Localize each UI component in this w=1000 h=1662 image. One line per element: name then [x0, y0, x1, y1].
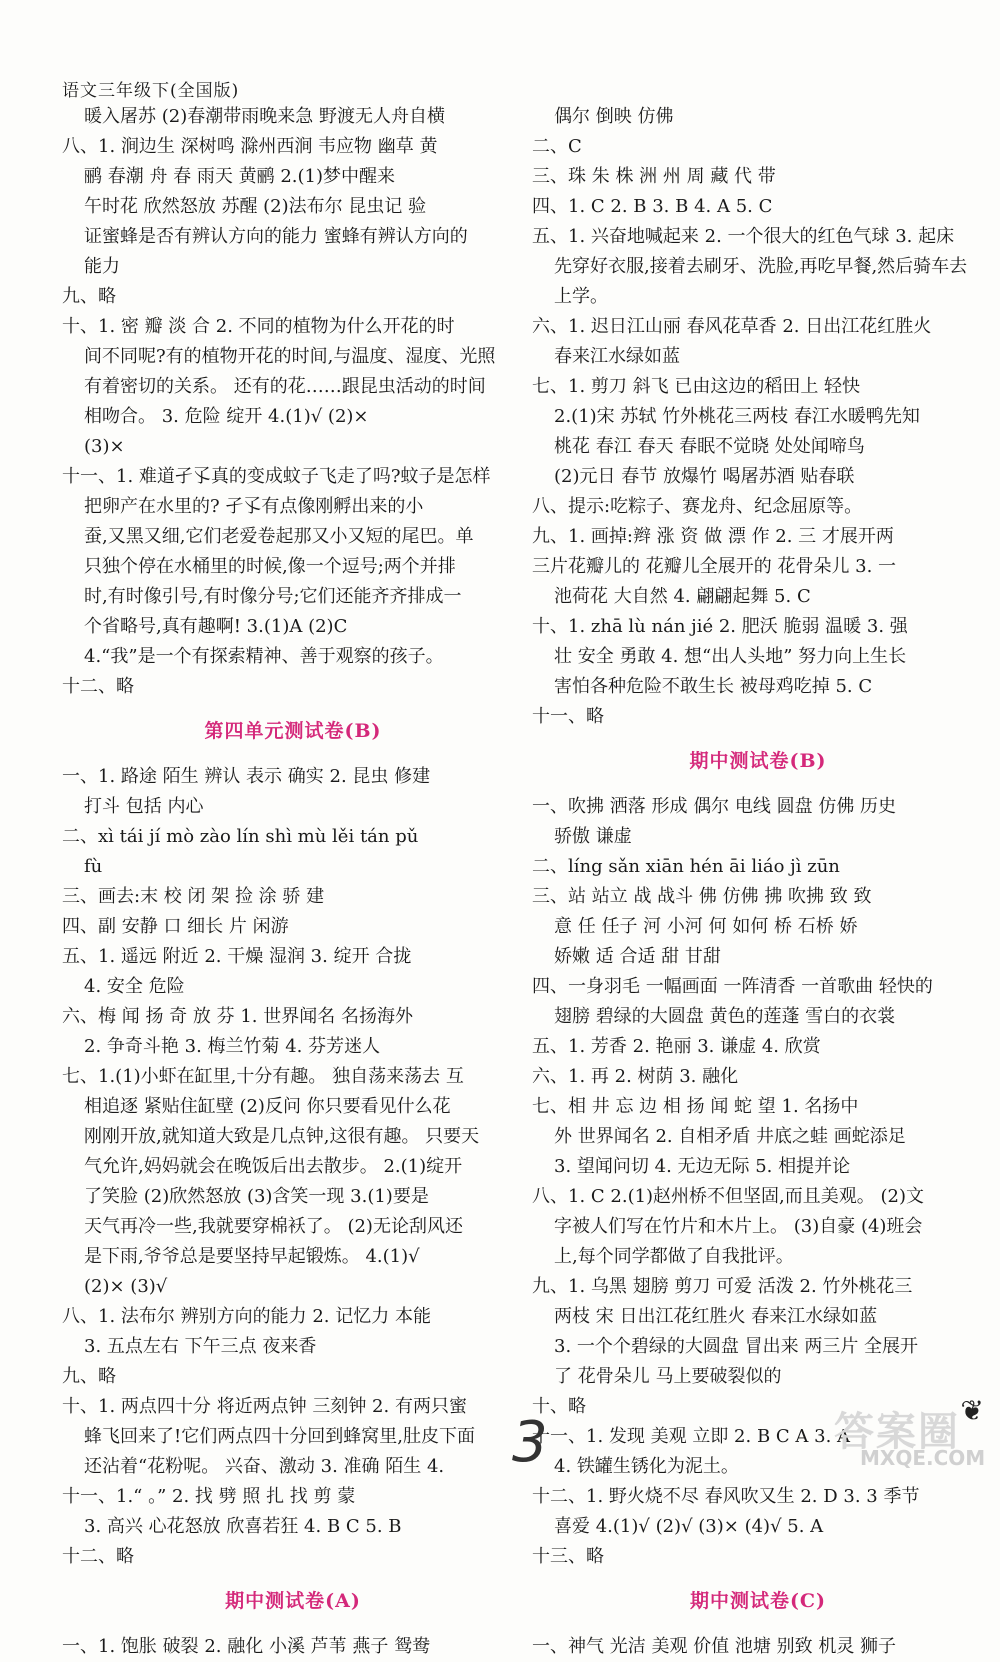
answer-line: 上,每个同学都做了自我批评。: [554, 1246, 794, 1267]
answer-line: 三片花瓣儿的 花瓣儿全展开的 花骨朵儿 3. 一: [532, 556, 897, 577]
answer-line: 八、提示:吃粽子、赛龙舟、纪念屈原等。: [532, 496, 863, 517]
section-title-midterm-b: 期中测试卷(B): [689, 750, 827, 772]
answer-line: 午时花 欣然怒放 苏醒 (2)法布尔 昆虫记 验: [84, 196, 427, 217]
left-block-1: [62, 102, 524, 702]
answer-line: 娇嫩 适 合适 甜 甘甜: [554, 946, 721, 967]
answer-line: 十一、1. 难道孑孓真的变成蚊子飞走了吗?蚊子是怎样: [62, 466, 491, 487]
answer-line: 4.“我”是一个有探索精神、善于观察的孩子。: [84, 646, 444, 667]
answer-line: 间不同呢?有的植物开花的时间,与温度、湿度、光照: [84, 346, 496, 367]
answer-line: 池荷花 大自然 4. 翩翩起舞 5. C: [554, 586, 811, 607]
answer-line: 打斗 包括 内心: [84, 796, 204, 817]
answer-line: 外 世界闻名 2. 自相矛盾 井底之蛙 画蛇添足: [554, 1126, 906, 1147]
answer-line: 能力: [84, 256, 120, 277]
answer-line: 气允许,妈妈就会在晚饭后出去散步。 2.(1)绽开: [84, 1156, 463, 1177]
answer-line: 十三、略: [532, 1546, 604, 1567]
answer-line: 八、1. C 2.(1)赵州桥不但坚固,而且美观。 (2)文: [532, 1186, 924, 1207]
answer-line: 三、站 站立 战 战斗 佛 仿佛 拂 吹拂 致 致: [532, 886, 872, 907]
answer-line: 刚刚开放,就知道大致是几点钟,这很有趣。 只要天: [84, 1126, 480, 1147]
answer-line: 三、珠 朱 株 洲 州 周 藏 代 带: [532, 166, 776, 187]
answer-line: 两枝 宋 日出江花红胜火 春来江水绿如蓝: [554, 1306, 878, 1327]
answer-line: 十二、略: [62, 1546, 134, 1567]
answer-line: 四、1. C 2. B 3. B 4. A 5. C: [532, 196, 773, 217]
answer-line: 二、C: [532, 136, 582, 157]
answer-line: 壮 安全 勇敢 4. 想“出人头地” 努力向上生长: [554, 646, 907, 667]
answer-line: 证蜜蜂是否有辨认方向的能力 蜜蜂有辨认方向的: [84, 226, 468, 247]
answer-line: 六、梅 闻 扬 奇 放 芬 1. 世界闻名 名扬海外: [62, 1006, 413, 1027]
answer-line: (2)元日 春节 放爆竹 喝屠苏酒 贴春联: [554, 466, 855, 487]
answer-line: 九、1. 乌黑 翅膀 剪刀 可爱 活泼 2. 竹外桃花三: [532, 1276, 913, 1297]
answer-line: 骄傲 谦虚: [554, 826, 632, 847]
answer-line: 五、1. 遥远 附近 2. 干燥 湿润 3. 绽开 合拢: [62, 946, 412, 967]
answer-line: 六、1. 再 2. 树荫 3. 融化: [532, 1066, 739, 1087]
page-header: 语文三年级下(全国版): [62, 81, 240, 101]
answer-line: 四、一身羽毛 一幅画面 一阵清香 一首歌曲 轻快的: [532, 976, 933, 997]
answer-line: 上学。: [554, 286, 608, 307]
watermark-text: 答案圈: [834, 1409, 960, 1455]
answer-line: 暖入屠苏 (2)春潮带雨晚来急 野渡无人舟自横: [84, 106, 445, 127]
answer-line: 天气再冷一些,我就要穿棉袄了。 (2)无论刮风还: [84, 1216, 463, 1237]
answer-line: 一、1. 饱胀 破裂 2. 融化 小溪 芦苇 燕子 鸳鸯: [62, 1636, 431, 1657]
answer-line: 2. 争奇斗艳 3. 梅兰竹菊 4. 芬芳迷人: [84, 1036, 381, 1057]
answer-line: 十、1. 两点四十分 将近两点钟 三刻钟 2. 有两只蜜: [62, 1396, 467, 1417]
page-number: 3: [512, 1410, 548, 1475]
answer-line: 桃花 春江 春天 春眠不觉晓 处处闻啼鸟: [554, 436, 865, 457]
answer-line: 2.(1)宋 苏轼 竹外桃花三两枝 春江水暖鸭先知: [554, 406, 920, 427]
answer-line: 七、相 井 忘 边 相 扬 闻 蛇 望 1. 名扬中: [532, 1096, 859, 1117]
answer-line: 十二、1. 野火烧不尽 春风吹又生 2. D 3. 3 季节: [532, 1486, 920, 1507]
watermark-url: MXQE.COM: [860, 1446, 986, 1470]
answer-line: 七、1.(1)小虾在缸里,十分有趣。 独自荡来荡去 互: [62, 1066, 464, 1087]
answer-line: fù: [84, 856, 103, 877]
answer-line: 七、1. 剪刀 斜飞 已由这边的稻田上 轻快: [532, 376, 861, 397]
answer-line: (3)×: [84, 436, 125, 457]
answer-line: 九、略: [62, 1366, 116, 1387]
answer-line: 了笑脸 (2)欣然怒放 (3)含笑一现 3.(1)要是: [84, 1186, 429, 1207]
section-title-midterm-c: 期中测试卷(C): [689, 1590, 827, 1612]
answer-line: 偶尔 倒映 仿佛: [554, 106, 674, 127]
answer-line: 一、1. 路途 陌生 辨认 表示 确实 2. 昆虫 修建: [62, 766, 431, 787]
watermark-logo: [820, 1394, 990, 1470]
answer-line: 是下雨,爷爷总是要坚持早起锻炼。 4.(1)√: [84, 1246, 420, 1267]
answer-line: 只独个停在水桶里的时候,像一个逗号;两个并排: [84, 556, 456, 577]
answer-line: 九、略: [62, 286, 116, 307]
answer-line: 五、1. 兴奋地喊起来 2. 一个很大的红色气球 3. 起床: [532, 226, 955, 247]
left-column: [62, 102, 524, 1662]
answer-line: 还沾着“花粉呢。 兴奋、激动 3. 准确 陌生 4.: [84, 1456, 445, 1477]
answer-line: 十、略: [532, 1396, 586, 1417]
answer-line: 3. 一个个碧绿的大圆盘 冒出来 两三片 全展开: [554, 1336, 919, 1357]
answer-line: 二、líng sǎn xiān hén āi liáo jì zūn: [532, 856, 840, 877]
answer-line: 六、1. 迟日江山丽 春风花草香 2. 日出江花红胜火: [532, 316, 932, 337]
answer-line: 春来江水绿如蓝: [554, 346, 680, 367]
answer-line: 害怕各种危险不敢生长 被母鸡吃掉 5. C: [554, 676, 873, 697]
left-block-2: [62, 762, 524, 1572]
answer-line: 喜爱 4.(1)√ (2)√ (3)× (4)√ 5. A: [554, 1516, 824, 1537]
left-block-3: [62, 1632, 524, 1662]
answer-line: 十二、略: [62, 676, 134, 697]
answer-line: 有着密切的关系。 还有的花……跟昆虫活动的时间: [84, 376, 486, 397]
answer-line: 先穿好衣服,接着去刷牙、洗脸,再吃早餐,然后骑车去: [554, 256, 968, 277]
answer-line: 十一、略: [532, 706, 604, 727]
answer-line: 三、画去:末 校 闭 架 捡 涂 骄 建: [62, 886, 325, 907]
section-title-midterm-a: 期中测试卷(A): [225, 1590, 361, 1612]
answer-line: 八、1. 涧边生 深树鸣 滁州西涧 韦应物 幽草 黄: [62, 136, 438, 157]
answer-line: 蚕,又黑又细,它们老爱卷起那又小又短的尾巴。单: [84, 526, 474, 547]
answer-line: 五、1. 芳香 2. 艳丽 3. 谦虚 4. 欣赏: [532, 1036, 821, 1057]
answer-line: 字被人们写在竹片和木片上。 (3)自豪 (4)班会: [554, 1216, 923, 1237]
answer-line: 4. 安全 危险: [84, 976, 185, 997]
answer-line: 把卵产在水里的? 孑孓有点像刚孵出来的小: [84, 496, 424, 517]
answer-line: 4. 铁罐生锈化为泥土。: [554, 1456, 739, 1477]
answer-line: 十一、1. 发现 美观 立即 2. B C A 3. A: [532, 1426, 851, 1447]
answer-line: 3. 高兴 心花怒放 欣喜若狂 4. B C 5. B: [84, 1516, 402, 1537]
answer-line: 相追逐 紧贴住缸壁 (2)反问 你只要看见什么花: [84, 1096, 451, 1117]
answer-line: 十、1. zhā lù nán jié 2. 肥沃 脆弱 温暖 3. 强: [532, 616, 908, 637]
answer-line: 翅膀 碧绿的大圆盘 黄色的莲蓬 雪白的衣裳: [554, 1006, 896, 1027]
right-block-3: [532, 1632, 984, 1662]
answer-line: 鹂 春潮 舟 春 雨天 黄鹂 2.(1)梦中醒来: [84, 166, 395, 187]
answer-line: 意 任 任子 河 小河 何 如何 桥 石桥 娇: [554, 916, 858, 937]
answer-line: 3. 五点左右 下午三点 夜来香: [84, 1336, 317, 1357]
answer-line: 二、xì tái jí mò zào lín shì mù lěi tán pǔ: [62, 826, 419, 847]
right-block-1: [532, 102, 984, 732]
answer-line: 蜂飞回来了!它们两点四十分回到蜂窝里,肚皮下面: [84, 1426, 475, 1447]
section-title-unit4-b: 第四单元测试卷(B): [204, 720, 382, 742]
answer-line: 3. 望闻问切 4. 无边无际 5. 相提并论: [554, 1156, 851, 1177]
leaf-icon: ❦: [960, 1394, 984, 1427]
answer-line: 十、1. 密 瓣 淡 合 2. 不同的植物为什么开花的时: [62, 316, 455, 337]
answer-line: 一、神气 光洁 美观 价值 池塘 别致 机灵 狮子: [532, 1636, 897, 1657]
answer-line: 了 花骨朵儿 马上要破裂似的: [554, 1366, 782, 1387]
answer-line: 一、吹拂 洒落 形成 偶尔 电线 圆盘 仿佛 历史: [532, 796, 897, 817]
answer-line: 十一、1.“ 。” 2. 找 劈 照 扎 找 剪 蒙: [62, 1486, 356, 1507]
answer-line: 八、1. 法布尔 辨别方向的能力 2. 记忆力 本能: [62, 1306, 431, 1327]
answer-line: (2)× (3)√: [84, 1276, 168, 1297]
answer-line: 九、1. 画掉:辫 涨 资 做 漂 作 2. 三 才展开两: [532, 526, 894, 547]
answer-line: 四、副 安静 口 细长 片 闲游: [62, 916, 289, 937]
answer-line: 相吻合。 3. 危险 绽开 4.(1)√ (2)×: [84, 406, 369, 427]
answer-line: 个省略号,真有趣啊! 3.(1)A (2)C: [84, 616, 348, 637]
answer-line: 时,有时像引号,有时像分号;它们还能齐齐排成一: [84, 586, 462, 607]
